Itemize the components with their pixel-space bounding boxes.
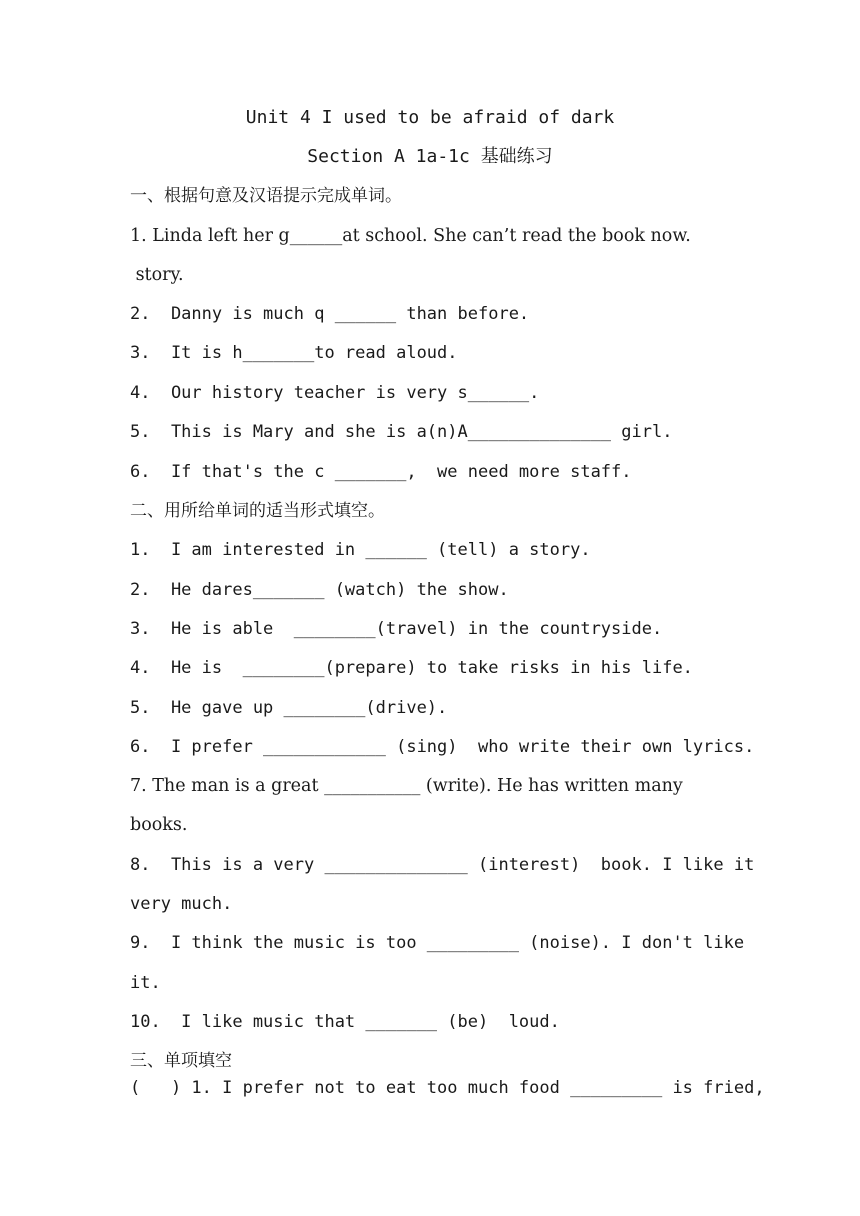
section3-item-1: ( ) 1. I prefer not to eat too much food _________ is fried,: [130, 1078, 765, 1098]
section2-item-10: 10. I like music that _______ (be) loud.: [130, 1012, 560, 1032]
section2-item-8-cont: very much.: [130, 894, 233, 914]
section2-item-8: 8. This is a very ______________ (interest) book. I like it: [130, 855, 755, 875]
section2-heading: 二、用所给单词的适当形式填空。: [130, 501, 385, 521]
section1-item-1: 1. Linda left her g______at school. She can’t read the book now.: [130, 226, 691, 246]
page-title: Unit 4 I used to be afraid of dark: [245, 107, 615, 128]
section2-item-3: 3. He is able ________(travel) in the countryside.: [130, 619, 663, 639]
section2-item-1: 1. I am interested in ______ (tell) a story.: [130, 540, 591, 560]
section2-item-9: 9. I think the music is too _________ (noise). I don't like: [130, 933, 745, 953]
section2-item-9-cont: it.: [130, 973, 161, 993]
section2-item-5: 5. He gave up ________(drive).: [130, 698, 448, 718]
section1-item-3: 3. It is h_______to read aloud.: [130, 343, 458, 363]
section1-heading: 一、根据句意及汉语提示完成单词。: [130, 186, 402, 206]
section1-item-6: 6. If that's the c _______, we need more staff.: [130, 462, 632, 482]
section2-item-7-cont: books.: [130, 815, 188, 835]
section1-item-5: 5. This is Mary and she is a(n)A______________ girl.: [130, 422, 673, 442]
section2-item-6: 6. I prefer ____________ (sing) who write their own lyrics.: [130, 737, 755, 757]
section1-item-4: 4. Our history teacher is very s______.: [130, 383, 540, 403]
section3-heading: 三、单项填空: [130, 1051, 232, 1071]
section1-item-1-cont: story.: [130, 265, 184, 285]
section2-item-4: 4. He is ________(prepare) to take risks in his life.: [130, 658, 693, 678]
section2-item-2: 2. He dares_______ (watch) the show.: [130, 580, 509, 600]
section2-item-7: 7. The man is a great ___________ (write). He has written many: [130, 776, 683, 796]
section1-item-2: 2. Danny is much q ______ than before.: [130, 304, 530, 324]
page-subtitle: Section A 1a-1c 基础练习: [307, 146, 553, 167]
